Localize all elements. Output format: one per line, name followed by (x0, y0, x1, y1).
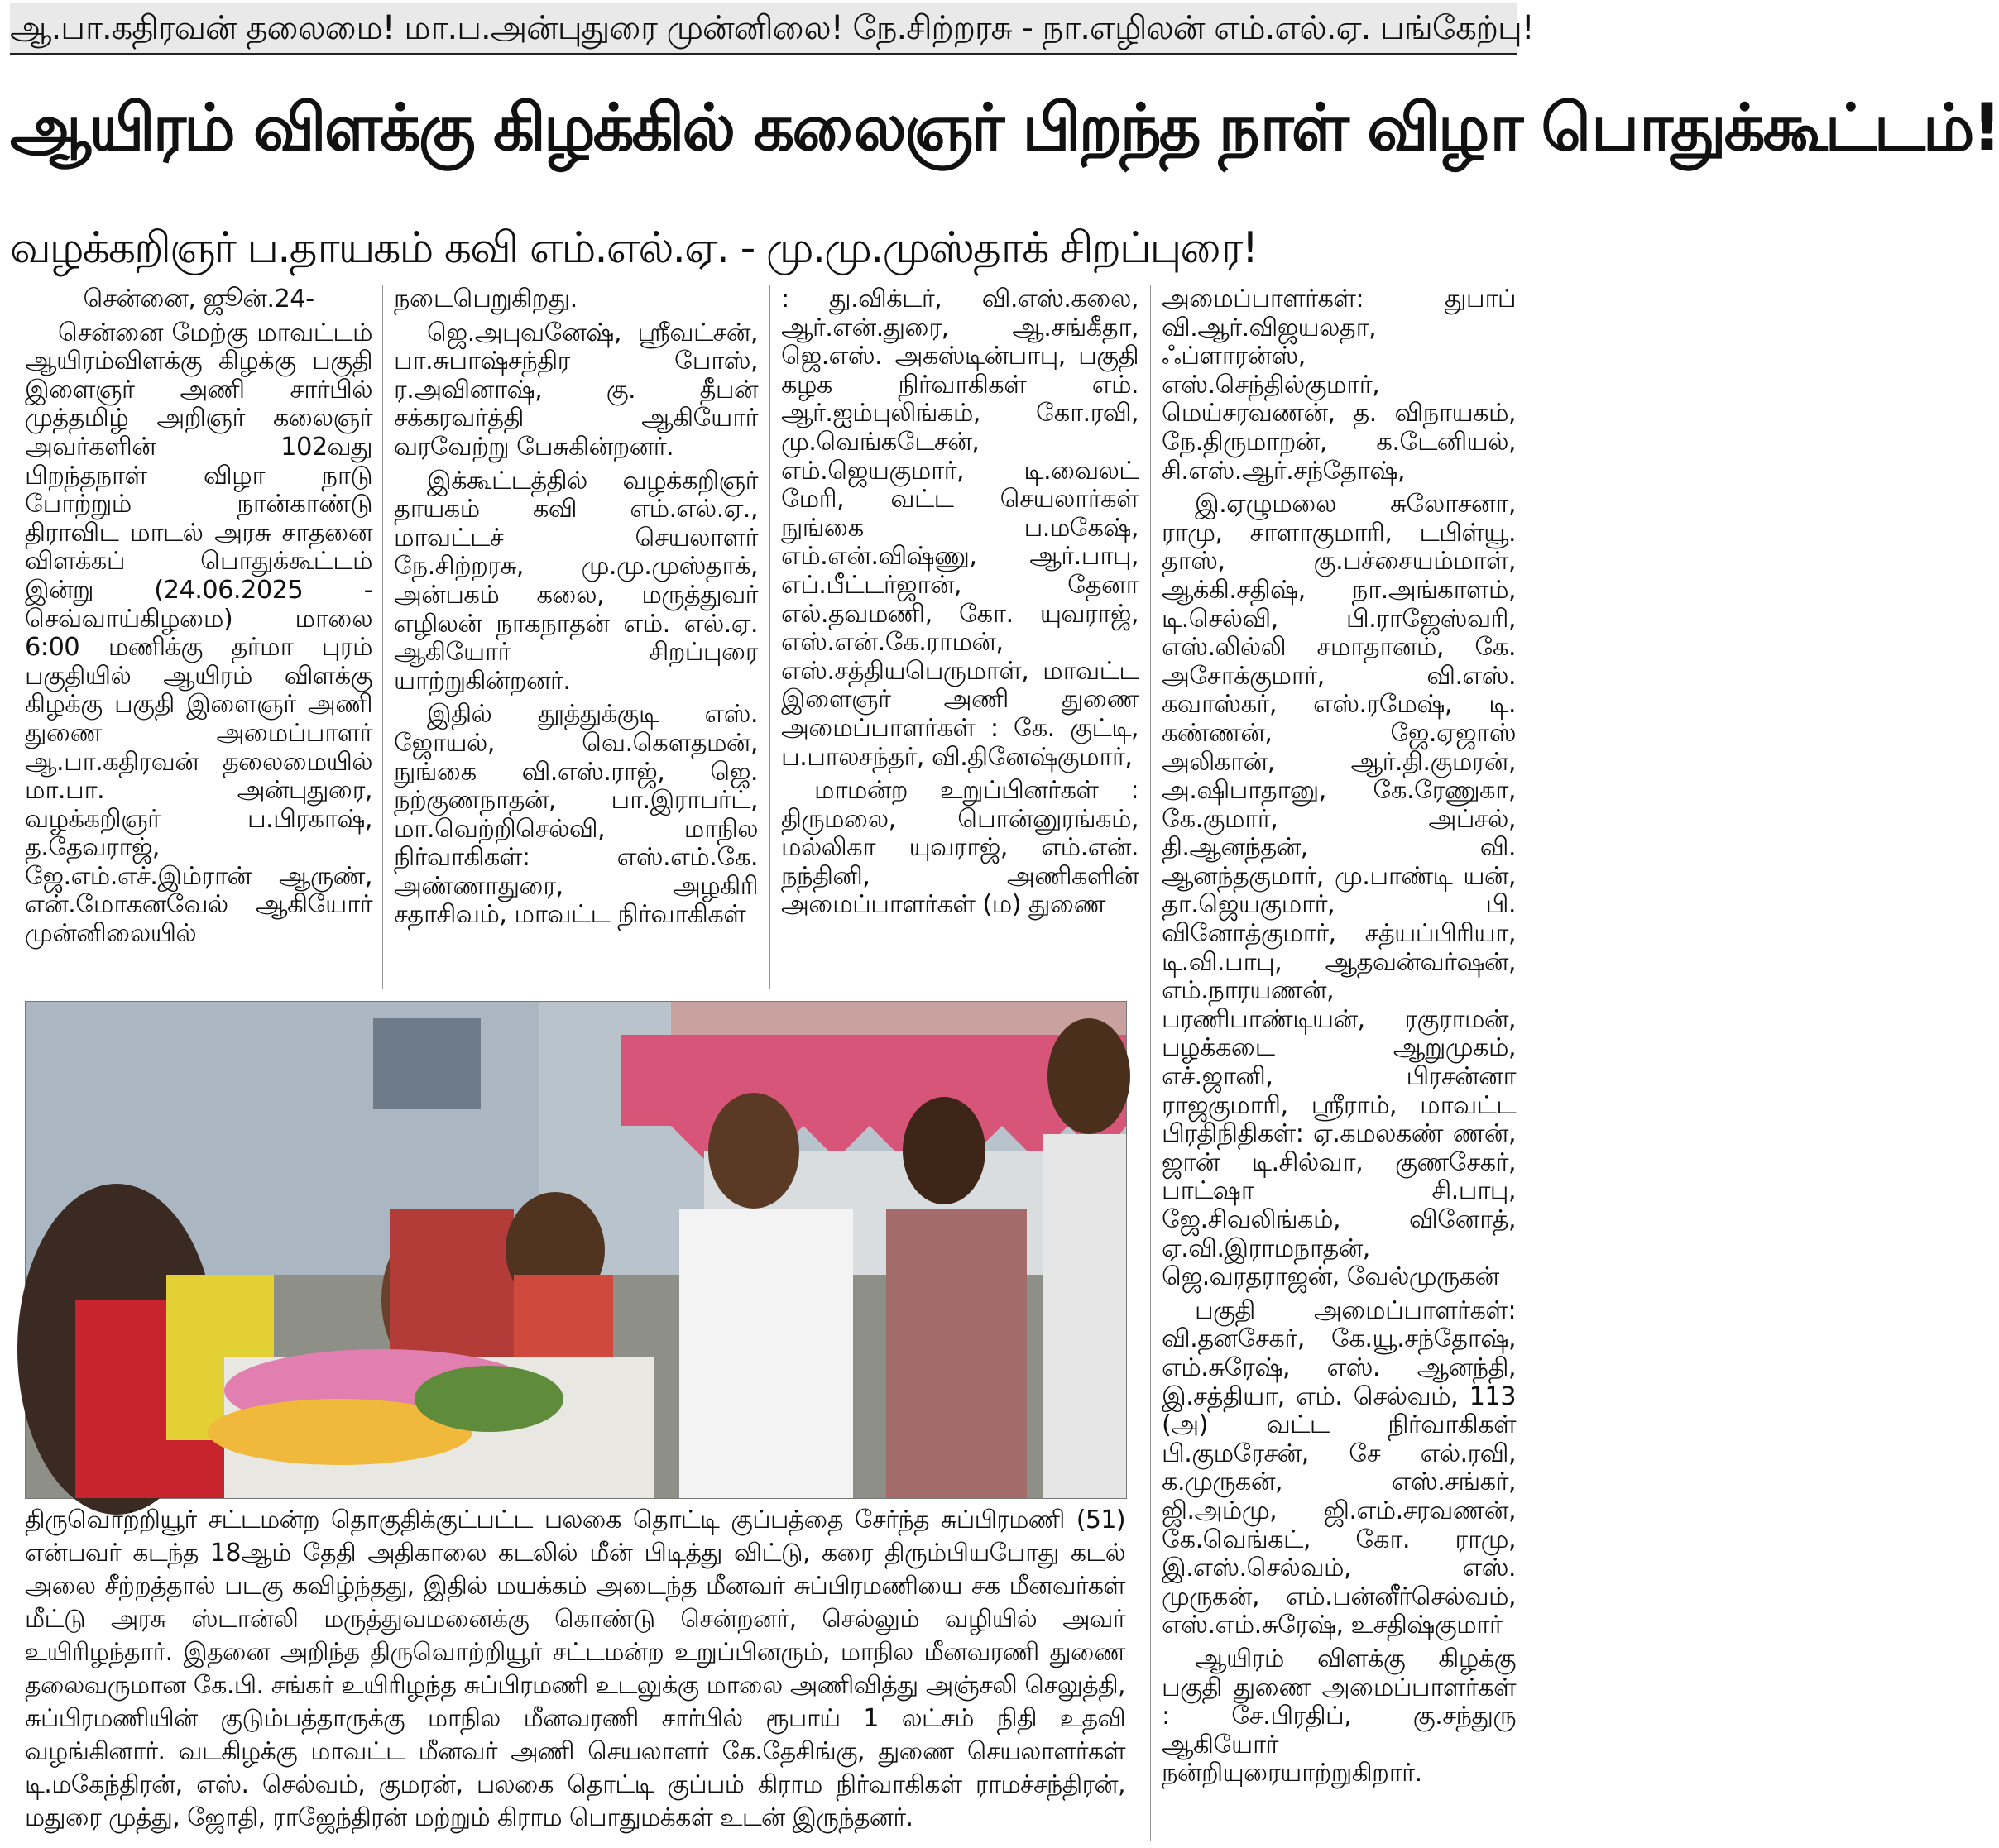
photo-caption: திருவொற்றியூர் சட்டமன்ற தொகுதிக்குட்பட்ட பலகை தொட்டி குப்பத்தை சேர்ந்த சுப்பிரமணி (51) என்பவர் கடந்த 18ஆம் தேதி அதிகாலை கடலில் மீன் பிடித்து விட்டு, கரை திரும்பியபோது கடல் அலை சீற்றத்தால் படகு கவிழ்ந்தது, இதில் மயக்கம் அடைந்த மீனவர் சுப்பிரமணியை சக மீனவர்கள் மீட்டு அரசு ஸ்டான்லி மருத்துவமனைக்கு கொண்டு சென்றனர், செல்லும் வழியில் அவர் உயிரிழந்தார். இதனை அறிந்த திருவொற்றியூர் சட்டமன்ற உறுப்பினரும், மாநில மீனவரணி துணை தலைவருமான கே.பி. சங்கர் உயிரிழந்த சுப்பிரமணி உடலுக்கு மாலை அணிவித்து அஞ்சலி செலுத்தி, சுப்பிரமணியின் குடும்பத்தாருக்கு மாநில மீனவரணி சார்பில் ரூபாய் 1 லட்சம் நிதி உதவி வழங்கினார். வடகிழக்கு மாவட்ட மீனவர் அணி செயலாளர் கே.தேசிங்கு, துணை செயலாளர்கள் டி.மகேந்திரன், எஸ். செல்வம், குமரன், பலகை தொட்டி குப்பம் கிராம நிர்வாகிகள் ராமச்சந்திரன், மதுரை முத்து, ஜோதி, ராஜேந்திரன் மற்றும் கிராம பொதுமக்கள் உடன் இருந்தனர். (25, 1506, 1125, 1832)
kicker-line: ஆ.பா.கதிரவன் தலைமை! மா.ப.அன்புதுரை முன்னிலை! நே.சிற்றரசு - நா.எழிலன் எம்.எல்.ஏ. பங்கேற்பு! (10, 3, 1517, 55)
paragraph: ஆயிரம் விளக்கு கிழக்கு பகுதி துணை அமைப்பாளர்கள் : சே.பிரதிப், கு.சந்துரு ஆகியோர் நன்றியுரையாற்றுகிறார். (1162, 1644, 1516, 1788)
dateline: சென்னை, ஜூன்.24- (83, 285, 314, 314)
paragraph: அமைப்பாளர்கள்: துபாப் வி.ஆர்.விஜயலதா, ஃப்ளாரன்ஸ், எஸ்.செந்தில்குமார், மெய்சரவணன், த. விநாயகம், நே.திருமாறன், க.டேனியல், சி.எஸ்.ஆர்.சந்தோஷ், (1162, 285, 1517, 486)
column-rule (769, 285, 770, 989)
paragraph: நடைபெறுகிறது. (394, 285, 578, 314)
column-rule (382, 285, 383, 989)
paragraph: ஜெ.அபுவனேஷ், ஸ்ரீவட்சன், பா.சுபாஷ்சந்திர போஸ், ர.அவினாஷ், கு. தீபன் சக்கரவர்த்தி ஆகியோர் வரவேற்று பேசுகின்றனர். (394, 318, 758, 462)
article-column-1 (25, 285, 372, 989)
article-column-2 (394, 285, 758, 989)
paragraph: : து.விக்டர், வி.எஸ்.கலை, ஆர்.என்.துரை, ஆ.சங்கீதா, ஜெ.எஸ். அகஸ்டின்பாபு, பகுதி கழக நிர்வாகிகள் எம். ஆர்.ஐம்புலிங்கம், கோ.ரவி, மு.வெங்கடேசன், எம்.ஜெயகுமார், டி.வைலட் மேரி, வட்ட செயலார்கள் நுங்கை ப.மகேஷ், எம்.என்.விஷ்ணு, ஆர்.பாபு, எப்.பீட்டர்ஜான், தேனா எல்.தவமணி, கோ. யுவராஜ், எஸ்.என்.கே.ராமன், எஸ்.சத்தியபெருமாள், மாவட்ட இளைஞர் அணி துணை அமைப்பாளர்கள் : கே. குட்டி, ப.பாலசந்தர், வி.தினேஷ்குமார், (781, 285, 1139, 772)
article-column-3 (781, 285, 1139, 989)
paragraph: இ.ஏழுமலை சுலோசனா, ராமு, சாளாகுமாரி, டபிள்யூ. தாஸ், கு.பச்சையம்மாள், ஆக்கி.சதிஷ், நா.அங்காளம், டி.செல்வி, பி.ராஜேஸ்வரி, எஸ்.லில்லி சமாதானம், கே. அசோக்குமார், வி.எஸ். கவாஸ்கர், எஸ்.ரமேஷ், டி. கண்ணன், ஜே.ஏஜாஸ் அலிகான், ஆர்.தி.குமரன், அ.ஷிபாதானு, கே.ரேணுகா, கே.குமார், அப்சல், தி.ஆனந்தன், வி. ஆனந்தகுமார், மு.பாண்டி யன், தா.ஜெயகுமார், பி. வினோத்குமார், சத்யப்பிரியா, டி.வி.பாபு, ஆதவன்வர்ஷன், எம்.நாரயணன், பரணிபாண்டியன், ரகுராமன், பழக்கடை ஆறுமுகம், எச்.ஜானி, பிரசன்னா ராஜகுமாரி, ஸ்ரீராம், மாவட்ட பிரதிநிதிகள்: ஏ.கமலகண் ணன், ஜான் டி.சில்வா, குணசேகர், பாட்ஷா சி.பாபு, ஜே.சிவலிங்கம், வினோத், ஏ.வி.இராமநாதன், ஜெ.வரதராஜன், வேல்முருகன் (1162, 490, 1517, 1292)
paragraph: இக்கூட்டத்தில் வழக்கறிஞர் தாயகம் கவி எம்.எல்.ஏ., மாவட்டச் செயலாளர் நே.சிற்றரசு, மு.மு.முஸ்தாக், அன்பகம் கலை, மருத்துவர் எழிலன் நாகநாதன் எம். எல்.ஏ. ஆகியோர் சிறப்புரை யாற்றுகின்றனர். (394, 466, 758, 696)
paragraph: மாமன்ற உறுப்பினர்கள் : திருமலை, பொன்னுரங்கம், மல்லிகா யுவராஜ், எம்.என். நந்தினி, அணிகளின் அமைப்பாளர்கள் (ம) துணை (781, 776, 1139, 920)
headline: ஆயிரம் விளக்கு கிழக்கில் கலைஞர் பிறந்த நாள் விழா பொதுக்கூட்டம்! (10, 91, 1999, 165)
article-column-4 (1162, 285, 1516, 1841)
paragraph: பகுதி அமைப்பாளர்கள்: வி.தனசேகர், கே.யூ.சந்தோஷ், எம்.சுரேஷ், எஸ். ஆனந்தி, இ.சத்தியா, எம். செல்வம், 113 (அ) வட்ட நிர்வாகிகள் பி.குமரேசன், சே எல்.ரவி, க.முருகன், எஸ்.சங்கர், ஜி.அம்மு, ஜி.எம்.சரவணன், கே.வெங்கட், கோ. ராமு, இ.எஸ்.செல்வம், எஸ். முருகன், எம்.பன்னீர்செல்வம், எஸ்.எம்.சுரேஷ், உசதிஷ்குமார் (1162, 1295, 1516, 1640)
news-photo (25, 1001, 1127, 1499)
paragraph: இதில் தூத்துக்குடி எஸ். ஜோயல், வெ.கௌதமன், நுங்கை வி.எஸ்.ராஜ், ஜெ. நற்குணநாதன், பா.இராபர்ட், மா.வெற்றிசெல்வி, மாநில நிர்வாகிகள்: எஸ்.எம்.கே. அண்ணாதுரை, அழகிரி சதாசிவம், மாவட்ட நிர்வாகிகள் (394, 700, 758, 930)
column-rule (1150, 285, 1151, 1841)
paragraph: சென்னை மேற்கு மாவட்டம் ஆயிரம்விளக்கு கிழக்கு பகுதி இளைஞர் அணி சார்பில் முத்தமிழ் அறிஞர் கலைஞர் அவர்களின் 102வது பிறந்தநாள் விழா நாடு போற்றும் நான்காண்டு திராவிட மாடல் அரசு சாதனை விளக்கப் பொதுக்கூட்டம் இன்று (24.06.2025 - செவ்வாய்கிழமை) மாலை 6:00 மணிக்கு தர்மா புரம் பகுதியில் ஆயிரம் விளக்கு கிழக்கு பகுதி இளைஞர் அணி துணை அமைப்பாளர் ஆ.பா.கதிரவன் தலைமையில் மா.பா. அன்புதுரை, வழக்கறிஞர் ப.பிரகாஷ், த.தேவராஜ், ஜே.எம்.எச்.இம்ரான் ஆருண், என்.மோகனவேல் ஆகியோர் முன்னிலையில் (25, 318, 372, 949)
subheadline: வழக்கறிஞர் ப.தாயகம் கவி எம்.எல்.ஏ. - மு.மு.முஸ்தாக் சிறப்புரை! (10, 223, 1258, 273)
